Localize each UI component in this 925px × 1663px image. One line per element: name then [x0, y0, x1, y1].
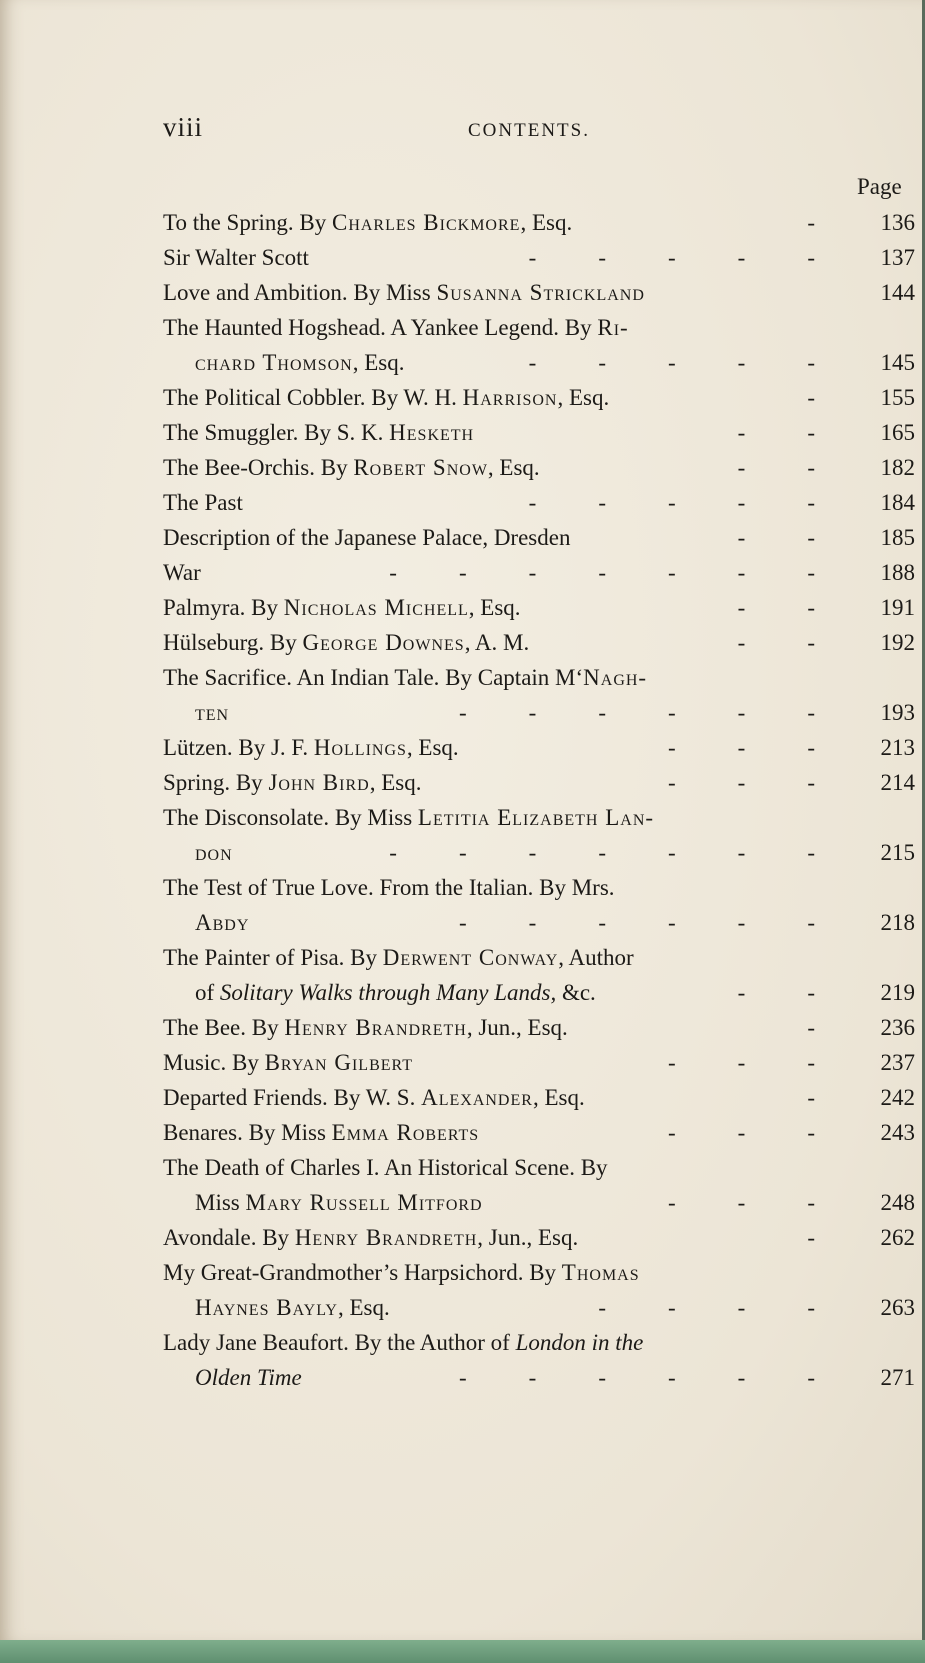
leader-dashes: [668, 1045, 815, 1080]
entry-text-part: George Downes: [302, 630, 465, 655]
leader-dash: -: [807, 1190, 815, 1215]
leader-dashes: [738, 520, 815, 555]
entry-text-part: Spring. By: [163, 770, 269, 795]
entry-text-part: , A. M.: [464, 630, 530, 655]
entry-page-number: 184: [880, 490, 915, 515]
leader-dash: -: [737, 910, 746, 935]
entry-text-part: don: [195, 840, 233, 865]
entry-text-part: Nicholas Michell: [283, 595, 469, 620]
leader-dash: -: [737, 735, 746, 760]
leader-dash: -: [389, 840, 397, 865]
toc-entry: [163, 1220, 915, 1255]
leader-dash: -: [737, 455, 746, 480]
entry-page-number: 242: [880, 1085, 915, 1110]
leader-dash: -: [528, 560, 537, 585]
leader-dashes: [529, 485, 815, 520]
entry-title: [195, 905, 249, 940]
leader-dash: -: [737, 1365, 746, 1390]
entry-text-part: , Jun., Esq.: [477, 1225, 579, 1250]
entry-title: [163, 730, 459, 765]
toc-entry: [163, 940, 915, 975]
leader-dashes: [668, 730, 815, 765]
entry-text-part: The Disconsolate. By Miss: [163, 805, 418, 830]
entry-text-part: Sir Walter Scott: [163, 245, 309, 270]
entry-page-number: 219: [880, 980, 915, 1005]
leader-dash: -: [389, 560, 397, 585]
entry-page-number: 236: [880, 1015, 915, 1040]
leader-dash: -: [458, 1365, 467, 1390]
toc-entry: [163, 695, 915, 730]
toc-entry: [163, 275, 915, 310]
toc-entry: [163, 660, 915, 695]
leader-dash: -: [807, 1050, 815, 1075]
entry-title: [195, 345, 405, 380]
toc-entry: [163, 205, 915, 240]
book-cover-edge: [0, 1640, 925, 1663]
toc-entry: [163, 1150, 915, 1185]
leader-dash: -: [807, 1120, 815, 1145]
leader-dash: -: [737, 1295, 746, 1320]
entry-title: [163, 240, 309, 275]
entry-title: [163, 765, 421, 800]
toc-entry: [163, 1255, 915, 1290]
leader-dash: -: [458, 560, 467, 585]
entry-text-part: The Smuggler. By S. K.: [163, 420, 390, 445]
leader-dash: -: [667, 1295, 676, 1320]
leader-dash: -: [528, 1365, 537, 1390]
entry-title: [163, 1010, 568, 1045]
leader-dash: -: [528, 490, 537, 515]
leader-dashes: [389, 835, 815, 870]
leader-dash: -: [737, 1120, 746, 1145]
leader-dash: -: [807, 525, 815, 550]
leader-dash: -: [737, 560, 746, 585]
leader-dash: -: [667, 1190, 676, 1215]
entry-title: [163, 275, 645, 310]
entry-title: [163, 1045, 413, 1080]
leader-dash: -: [807, 700, 815, 725]
leader-dash: -: [598, 840, 606, 865]
toc-entry: [163, 835, 915, 870]
leader-dash: -: [737, 700, 746, 725]
entry-text-part: Letitia Elizabeth Lan-: [417, 805, 655, 830]
entry-text-part: Lützen. By J. F.: [163, 735, 314, 760]
entry-title: [163, 625, 529, 660]
entry-title: [195, 835, 233, 870]
leader-dash: -: [667, 770, 676, 795]
entry-text-part: , Esq.: [532, 1085, 585, 1110]
entry-page-number: 243: [880, 1120, 915, 1145]
entry-text-part: To the Spring. By: [163, 210, 332, 235]
entry-text-part: Alexander: [421, 1085, 533, 1110]
entry-text-part: Henry Brandreth: [284, 1015, 467, 1040]
toc-entry: [163, 345, 915, 380]
entry-text-part: , Esq.: [406, 735, 459, 760]
entry-text-part: , Esq.: [352, 350, 405, 375]
entry-text-part: Mary Russell Mitford: [245, 1190, 483, 1215]
entry-page-number: 137: [880, 245, 915, 270]
toc-entry: [163, 1360, 915, 1395]
entry-text-part: , Esq.: [520, 210, 573, 235]
toc-entry: [163, 625, 915, 660]
leader-dashes: [738, 590, 815, 625]
entry-text-part: Love and Ambition. By Miss: [163, 280, 437, 305]
leader-dashes: [807, 1220, 815, 1255]
leader-dash: -: [807, 1225, 815, 1250]
leader-dash: -: [737, 525, 746, 550]
leader-dash: -: [737, 420, 746, 445]
toc-entry: [163, 520, 915, 555]
toc-entry: [163, 765, 915, 800]
leader-dash: -: [807, 1365, 815, 1390]
entry-title: [163, 870, 615, 905]
leader-dash: -: [667, 840, 676, 865]
entry-page-number: 218: [880, 910, 915, 935]
leader-dashes: [807, 1080, 815, 1115]
entry-page-number: 165: [880, 420, 915, 445]
entry-text-part: The Bee. By: [163, 1015, 285, 1040]
leader-dash: -: [458, 910, 467, 935]
leader-dash: -: [458, 700, 467, 725]
leader-dash: -: [667, 350, 676, 375]
entry-text-part: Ri-: [597, 315, 629, 340]
leader-dashes: [738, 450, 815, 485]
entry-text-part: Hesketh: [389, 420, 475, 445]
leader-dash: -: [807, 455, 815, 480]
leader-dash: -: [807, 980, 815, 1005]
entry-text-part: The Death of Charles I. An Historical Scene. By: [163, 1155, 608, 1180]
entry-text-part: Music. By: [163, 1050, 265, 1075]
entry-title: [163, 1255, 640, 1290]
toc-entry: [163, 310, 915, 345]
leader-dash: -: [598, 350, 606, 375]
entry-page-number: 262: [880, 1225, 915, 1250]
entry-page-number: 193: [880, 700, 915, 725]
leader-dashes: [807, 1010, 815, 1045]
entry-text-part: John Bird: [268, 770, 370, 795]
leader-dash: -: [667, 700, 676, 725]
entry-text-part: Robert Snow: [353, 455, 488, 480]
toc-entry: [163, 485, 915, 520]
toc-entry: [163, 800, 915, 835]
entry-title: [195, 1290, 390, 1325]
leader-dash: -: [667, 245, 676, 270]
entry-text-part: The Sacrifice. An Indian Tale. By Captain M‘: [163, 665, 584, 690]
toc-entry: [163, 555, 915, 590]
entry-text-part: Charles Bickmore: [331, 210, 521, 235]
leader-dash: -: [807, 1085, 815, 1110]
entry-title: [163, 660, 647, 695]
entry-text-part: Susanna Strickland: [436, 280, 645, 305]
toc-entry: [163, 450, 915, 485]
entry-text-part: Haynes Bayly: [195, 1295, 338, 1320]
leader-dash: -: [807, 735, 815, 760]
entry-text-part: My Great-Grandmother’s Harpsichord. By: [163, 1260, 562, 1285]
leader-dash: -: [598, 560, 606, 585]
leader-dashes: [668, 1185, 815, 1220]
leader-dash: -: [528, 840, 537, 865]
entry-title: [195, 695, 229, 730]
entry-title: [163, 205, 572, 240]
entry-page-number: 271: [880, 1365, 915, 1390]
leader-dash: -: [737, 980, 746, 1005]
entry-text-part: Hülseburg. By: [163, 630, 303, 655]
entry-text-part: The Painter of Pisa. By: [163, 945, 383, 970]
entry-page-number: 237: [880, 1050, 915, 1075]
leader-dash: -: [807, 490, 815, 515]
leader-dash: -: [807, 910, 815, 935]
toc-entry: [163, 380, 915, 415]
leader-dash: -: [458, 840, 467, 865]
entry-title: [163, 520, 570, 555]
toc-entry: [163, 1045, 915, 1080]
leader-dash: -: [737, 245, 746, 270]
leader-dashes: [389, 555, 815, 590]
toc-entry: [163, 870, 915, 905]
leader-dash: -: [737, 350, 746, 375]
entry-text-part: London in the: [515, 1330, 644, 1355]
leader-dashes: [668, 765, 815, 800]
leader-dash: -: [737, 1050, 746, 1075]
leader-dash: -: [667, 1120, 676, 1145]
entry-text-part: Departed Friends. By W. S.: [163, 1085, 422, 1110]
leader-dashes: [807, 380, 815, 415]
toc-entry: [163, 415, 915, 450]
leader-dashes: [668, 1115, 815, 1150]
entry-title: [163, 1115, 479, 1150]
entry-text-part: Henry Brandreth: [294, 1225, 478, 1250]
leader-dash: -: [807, 770, 815, 795]
entry-text-part: , Jun., Esq.: [466, 1015, 568, 1040]
toc-entry: [163, 1325, 915, 1360]
entry-text-part: The Test of True Love. From the Italian. By Mrs.: [163, 875, 615, 900]
leader-dash: -: [807, 210, 815, 235]
toc-entry: [163, 1115, 915, 1150]
leader-dash: -: [807, 350, 815, 375]
entry-page-number: 185: [880, 525, 915, 550]
page-column-label: Page: [857, 174, 902, 199]
leader-dash: -: [528, 700, 537, 725]
entry-page-number: 263: [880, 1295, 915, 1320]
entry-title: [163, 555, 201, 590]
entry-text-part: Nagh-: [583, 665, 648, 690]
entry-title: [163, 590, 521, 625]
toc-entry: [163, 1185, 915, 1220]
leader-dashes: [598, 1290, 815, 1325]
entry-title: [163, 380, 609, 415]
leader-dash: -: [807, 420, 815, 445]
page-header: [163, 112, 823, 152]
leader-dash: -: [667, 910, 676, 935]
toc-entry: [163, 730, 915, 765]
leader-dash: -: [807, 1295, 815, 1320]
entry-text-part: Hollings: [313, 735, 407, 760]
leader-dash: -: [807, 595, 815, 620]
entry-text-part: Abdy: [195, 910, 250, 935]
entry-page-number: 182: [880, 455, 915, 480]
leader-dashes: [738, 625, 815, 660]
entry-title: [163, 310, 629, 345]
entry-page-number: 188: [880, 560, 915, 585]
page-number: viii: [163, 112, 204, 142]
entry-text-part: Miss: [195, 1190, 246, 1215]
leader-dash: -: [807, 630, 815, 655]
leader-dash: -: [807, 385, 815, 410]
entry-text-part: Olden Time: [195, 1365, 302, 1390]
entry-text-part: Lady Jane Beaufort. By the Author of: [163, 1330, 516, 1355]
entry-text-part: Avondale. By: [163, 1225, 295, 1250]
leader-dash: -: [737, 840, 746, 865]
entry-page-number: 155: [880, 385, 915, 410]
entry-page-number: 248: [880, 1190, 915, 1215]
leader-dash: -: [528, 910, 537, 935]
entry-text-part: The Bee-Orchis. By: [163, 455, 354, 480]
leader-dash: -: [598, 700, 606, 725]
leader-dash: -: [667, 1365, 676, 1390]
leader-dash: -: [598, 1295, 606, 1320]
entry-text-part: War: [163, 560, 201, 585]
entry-title: [195, 975, 596, 1010]
entry-text-part: Harrison: [462, 385, 558, 410]
entry-text-part: Derwent Conway: [382, 945, 559, 970]
entry-text-part: The Political Cobbler. By W. H.: [163, 385, 463, 410]
entry-text-part: chard Thomson: [195, 350, 353, 375]
entry-page-number: 214: [880, 770, 915, 795]
entry-title: [163, 415, 474, 450]
entry-text-part: Bryan Gilbert: [264, 1050, 414, 1075]
leader-dash: -: [598, 1365, 606, 1390]
leader-dashes: [529, 345, 815, 380]
toc-entry: [163, 1080, 915, 1115]
running-title: CONTENTS.: [468, 120, 590, 141]
leader-dash: -: [737, 630, 746, 655]
leader-dash: -: [598, 490, 606, 515]
entry-text-part: The Past: [163, 490, 243, 515]
leader-dash: -: [737, 595, 746, 620]
leader-dash: -: [807, 245, 815, 270]
entry-text-part: Description of the Japanese Palace, Dresden: [163, 525, 571, 550]
toc-entry: [163, 590, 915, 625]
entry-text-part: , Esq.: [557, 385, 610, 410]
toc-entry: [163, 240, 915, 275]
leader-dash: -: [528, 245, 537, 270]
entry-page-number: 144: [880, 280, 915, 305]
entry-title: [163, 940, 634, 975]
entry-title: [163, 450, 540, 485]
leader-dashes: [738, 415, 815, 450]
entry-text-part: &c.: [556, 980, 596, 1005]
leader-dash: -: [807, 1015, 815, 1040]
leader-dash: -: [667, 560, 676, 585]
leader-dash: -: [737, 770, 746, 795]
leader-dash: -: [807, 840, 815, 865]
leader-dashes: [529, 240, 815, 275]
entry-page-number: 213: [880, 735, 915, 760]
leader-dashes: [459, 1360, 815, 1395]
entry-title: [163, 1080, 585, 1115]
entry-title: [163, 1150, 608, 1185]
entry-text-part: , Author: [558, 945, 634, 970]
entry-text-part: The Haunted Hogshead. A Yankee Legend. By: [163, 315, 598, 340]
toc-entry: [163, 1010, 915, 1045]
entry-page-number: 136: [880, 210, 915, 235]
entry-text-part: , Esq.: [369, 770, 422, 795]
toc-entry: [163, 905, 915, 940]
leader-dash: -: [667, 490, 676, 515]
leader-dashes: [807, 205, 815, 240]
leader-dashes: [459, 695, 815, 730]
leader-dashes: [738, 975, 815, 1010]
entry-page-number: 145: [880, 350, 915, 375]
leader-dash: -: [528, 350, 537, 375]
entry-text-part: Palmyra. By: [163, 595, 284, 620]
entry-text-part: , Esq.: [337, 1295, 390, 1320]
leader-dash: -: [667, 1050, 676, 1075]
entry-title: [195, 1360, 302, 1395]
leader-dash: -: [737, 490, 746, 515]
entry-text-part: , Esq.: [468, 595, 521, 620]
leader-dash: -: [598, 910, 606, 935]
toc-entry: [163, 1290, 915, 1325]
entry-title: [163, 800, 654, 835]
entry-text-part: of: [195, 980, 220, 1005]
entry-page-number: 215: [880, 840, 915, 865]
entry-title: [195, 1185, 483, 1220]
entry-text-part: Emma Roberts: [331, 1120, 480, 1145]
contents-list: [163, 205, 915, 1395]
toc-entry: [163, 975, 915, 1010]
leader-dash: -: [807, 560, 815, 585]
entry-title: [163, 485, 243, 520]
entry-text-part: , Esq.: [487, 455, 540, 480]
entry-title: [163, 1220, 578, 1255]
leader-dash: -: [598, 245, 606, 270]
entry-text-part: Benares. By Miss: [163, 1120, 332, 1145]
entry-text-part: Solitary Walks through Many Lands,: [219, 980, 557, 1005]
entry-text-part: ten: [195, 700, 230, 725]
entry-title: [163, 1325, 643, 1360]
leader-dash: -: [667, 735, 676, 760]
entry-page-number: 192: [880, 630, 915, 655]
leader-dashes: [459, 905, 815, 940]
leader-dash: -: [737, 1190, 746, 1215]
entry-text-part: Thomas: [561, 1260, 640, 1285]
entry-page-number: 191: [880, 595, 915, 620]
